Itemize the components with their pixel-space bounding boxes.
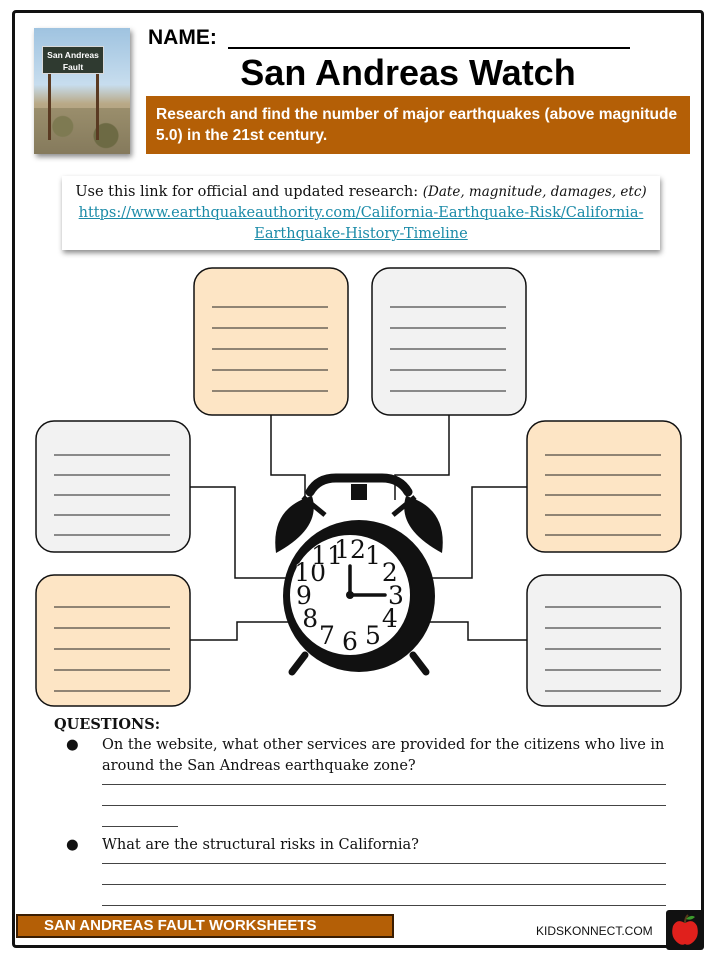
question-2-text: What are the structural risks in California?: [102, 837, 419, 853]
link-note: (Date, magnitude, damages, etc): [422, 184, 647, 200]
answer-line[interactable]: [102, 805, 666, 806]
question-2: [54, 835, 666, 856]
answer-box-bottom-right[interactable]: [527, 575, 681, 706]
answer-box-mid-right[interactable]: [527, 421, 681, 552]
answer-box-mid-left[interactable]: [36, 421, 190, 552]
clock-numeral-8: 8: [302, 604, 319, 633]
clock-numeral-10: 10: [294, 558, 327, 587]
brand-logo-box: [666, 910, 704, 950]
alarm-clock-icon: [275, 478, 443, 672]
clock-numeral-1: 1: [365, 541, 381, 571]
connector-bottom-right: [418, 622, 527, 640]
connector-top-left: [271, 415, 305, 500]
fault-sign-line-2: Fault: [62, 62, 84, 72]
question-1: [54, 735, 666, 777]
instruction-banner: Research and find the number of major earthquakes (above magnitude 5.0) in the 21st century.: [146, 96, 690, 154]
answer-lines-1[interactable]: [54, 784, 666, 827]
research-link[interactable]: https://www.earthquakeauthority.com/California-Earthquake-Risk/California-Earthquake-History-Timeline: [78, 205, 644, 242]
bullet-icon: ●: [66, 737, 79, 753]
answer-box-top-left[interactable]: [194, 268, 348, 415]
worksheet-series-label: SAN ANDREAS FAULT WORKSHEETS: [16, 914, 394, 938]
answer-box-bottom-left[interactable]: [36, 575, 190, 706]
name-label: NAME:: [148, 26, 217, 49]
answer-line[interactable]: [102, 784, 666, 785]
questions-heading: QUESTIONS:: [54, 716, 161, 733]
page-title: San Andreas Watch: [240, 52, 576, 93]
clock-numeral-12: 12: [334, 535, 366, 564]
answer-line[interactable]: [102, 884, 666, 885]
link-intro: Use this link for official and updated research:: [75, 184, 419, 200]
clock-numeral-3: 3: [388, 581, 404, 610]
answer-line[interactable]: [102, 905, 666, 906]
clock-numeral-9: 9: [296, 581, 312, 610]
answer-line[interactable]: [102, 863, 666, 864]
question-1-text: On the website, what other services are provided for the citizens who live in around the San Andreas earthquake zone?: [102, 737, 665, 774]
clock-numeral-6: 6: [342, 627, 358, 656]
connector-mid-left: [190, 487, 290, 578]
connector-bottom-left: [190, 622, 292, 640]
clock-numeral-4: 4: [381, 604, 398, 633]
clock-numeral-2: 2: [381, 558, 398, 587]
fault-sign-line-1: San Andreas: [47, 50, 99, 60]
apple-icon: [666, 910, 704, 950]
clock-numeral-11: 11: [311, 541, 343, 571]
bullet-icon: ●: [66, 837, 79, 853]
answer-box-top-right[interactable]: [372, 268, 526, 415]
answer-lines-2[interactable]: [54, 863, 666, 906]
clock-numeral-5: 5: [365, 620, 381, 650]
questions-section: [54, 716, 666, 906]
clock-numeral-7: 7: [319, 620, 335, 650]
answer-line-short[interactable]: [102, 826, 178, 827]
brand-name: KIDSKONNECT.COM: [536, 924, 653, 938]
